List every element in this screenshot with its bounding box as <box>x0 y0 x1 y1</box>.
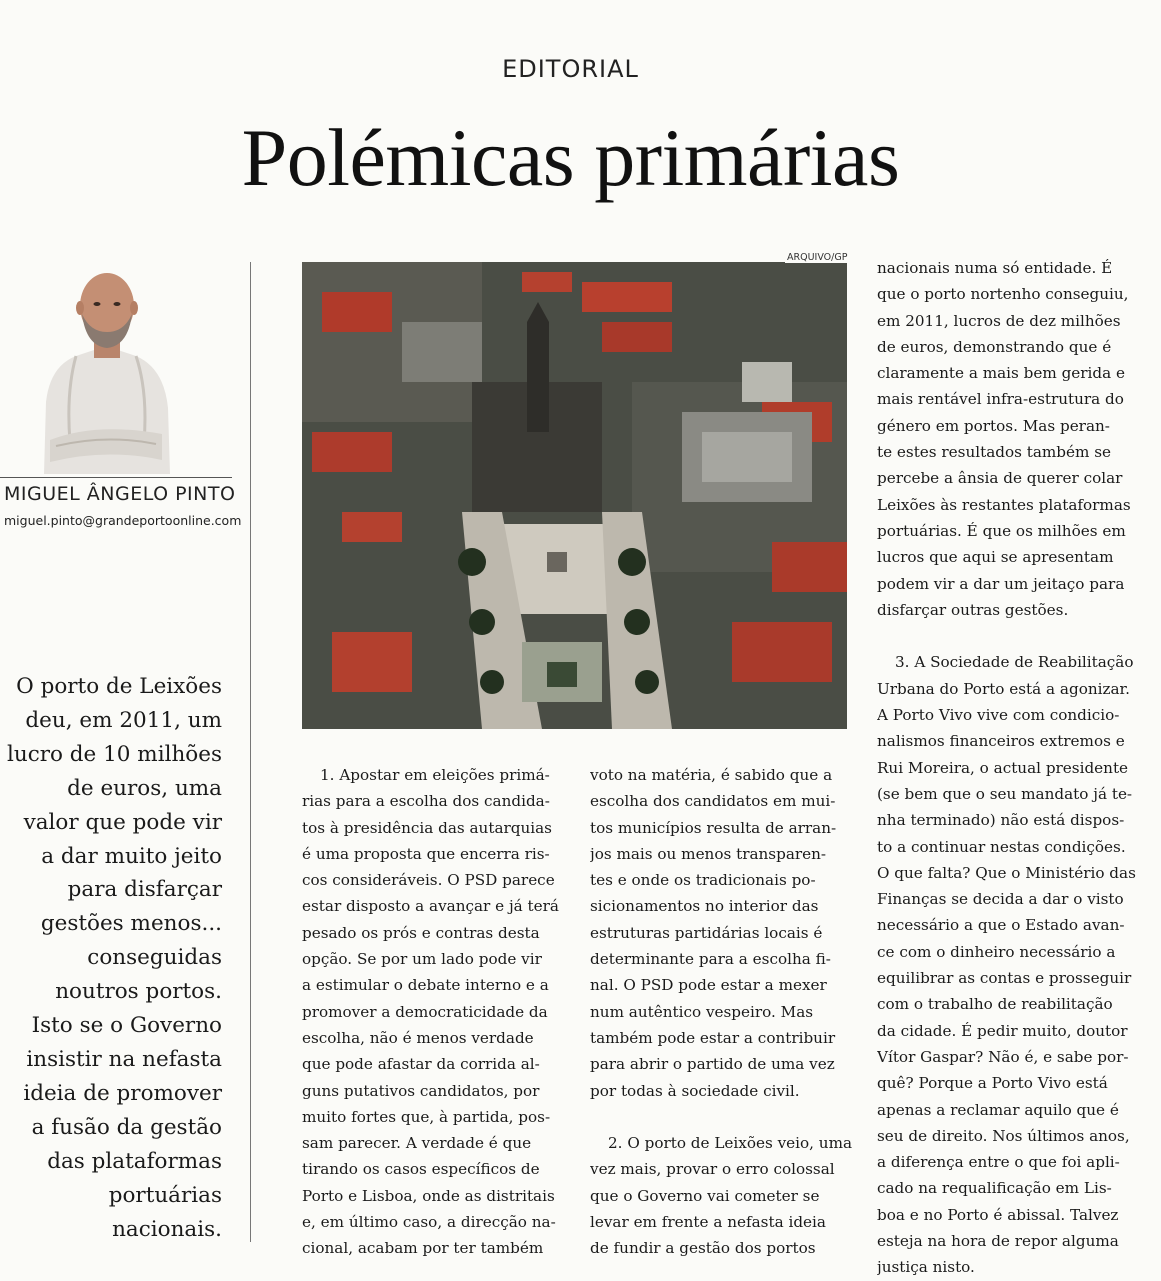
article-line: 3. A Sociedade de Reabilitação <box>895 653 1134 672</box>
pull-quote-line: conseguidas <box>87 945 222 971</box>
pull-quote-line: deu, em 2011, um <box>25 707 222 733</box>
article-line: género em portos. Mas peran- <box>877 416 1110 435</box>
article-line: num autêntico vespeiro. Mas <box>590 1002 814 1021</box>
article-line: tirando os casos específicos de <box>302 1160 540 1179</box>
pull-quote-line: de euros, uma <box>67 775 222 801</box>
article-line: sam parecer. A verdade é que <box>302 1134 532 1153</box>
article-line: determinante para a escolha fi- <box>590 950 831 969</box>
pull-quote-line: noutros portos. <box>55 979 222 1005</box>
article-line: tes e onde os tradicionais po- <box>590 871 816 890</box>
section-label: EDITORIAL <box>502 55 639 83</box>
author-divider <box>0 477 232 478</box>
article-line: portuárias. É que os milhões em <box>877 521 1126 540</box>
article-line: é uma proposta que encerra ris- <box>302 844 550 863</box>
article-line: vez mais, provar o erro colossal <box>590 1160 835 1179</box>
article-line: para abrir o partido de uma vez <box>590 1055 835 1074</box>
article-line: disfarçar outras gestões. <box>877 600 1069 619</box>
photo-credit: ARQUIVO/GP <box>787 252 848 263</box>
article-line: em 2011, lucros de dez milhões <box>877 311 1121 330</box>
article-line: Leixões às restantes plataformas <box>877 495 1131 514</box>
article-line: que o porto nortenho conseguiu, <box>877 285 1129 304</box>
article-line: tos à presidência das autarquias <box>302 818 552 837</box>
article-line: levar em frente a nefasta ideia <box>590 1213 826 1232</box>
article-column-1 <box>302 762 564 1262</box>
article-line: escolha dos candidatos em mui- <box>590 792 836 811</box>
article-line: muito fortes que, à partida, pos- <box>302 1107 551 1126</box>
article-line: cional, acabam por ter também <box>302 1239 544 1258</box>
article-line: Rui Moreira, o actual presidente <box>877 758 1129 777</box>
column-divider <box>250 262 251 1242</box>
article-line: to a continuar nestas condições. <box>877 837 1126 856</box>
aerial-city-photo <box>302 262 847 729</box>
article-line: apenas a reclamar aquilo que é <box>877 1100 1119 1119</box>
article-line: por todas à sociedade civil. <box>590 1081 800 1100</box>
article-line: Urbana do Porto está a agonizar. <box>877 679 1130 698</box>
article-line: esteja na hora de repor alguma <box>877 1231 1119 1250</box>
pull-quote-line: Isto se o Governo <box>31 1013 222 1039</box>
article-line: necessário a que o Estado avan- <box>877 916 1125 935</box>
pull-quote-line: gestões menos... <box>40 911 222 937</box>
pull-quote-line: O porto de Leixões <box>16 674 222 699</box>
article-line: Vítor Gaspar? Não é, e sabe por- <box>877 1047 1129 1066</box>
author-name: MIGUEL ÂNGELO PINTO <box>4 483 236 505</box>
article-line: mais rentável infra-estrutura do <box>877 390 1124 409</box>
pull-quote-line: para disfarçar <box>67 877 222 903</box>
pull-quote-line: portuárias <box>108 1182 222 1208</box>
article-line: justiça nisto. <box>877 1258 975 1277</box>
article-line: guns putativos candidatos, por <box>302 1081 540 1100</box>
article-line: estruturas partidárias locais é <box>590 923 823 942</box>
article-line: promover a democraticidade da <box>302 1002 548 1021</box>
article-line: estar disposto a avançar e já terá <box>302 897 559 916</box>
article-column-2 <box>590 762 852 1262</box>
article-line: percebe a ânsia de querer colar <box>877 469 1123 488</box>
pull-quote-line: das plataformas <box>47 1148 222 1174</box>
article-line: sicionamentos no interior das <box>590 897 819 916</box>
article-line: nacionais numa só entidade. É <box>877 259 1113 277</box>
article-line: (se bem que o seu mandato já te- <box>877 784 1133 803</box>
article-line: também pode estar a contribuir <box>590 1028 836 1047</box>
pull-quote-line: valor que pode vir <box>23 809 222 835</box>
article-line: Finanças se decida a dar o visto <box>877 890 1124 909</box>
article-line: boa e no Porto é abissal. Talvez <box>877 1205 1119 1224</box>
article-line: com o trabalho de reabilitação <box>877 995 1113 1014</box>
pull-quote-line: a fusão da gestão <box>31 1114 222 1140</box>
article-column-3 <box>877 255 1139 1281</box>
article-line: ce com o dinheiro necessário a <box>877 942 1116 961</box>
pull-quote-line: insistir na nefasta <box>26 1046 222 1072</box>
article-line: cado na requalificação em Lis- <box>877 1179 1112 1198</box>
article-line: claramente a mais bem gerida e <box>877 364 1125 383</box>
article-line: equilibrar as contas e prosseguir <box>877 969 1132 988</box>
article-line: quê? Porque a Porto Vivo está <box>877 1074 1108 1093</box>
article-line: escolha, não é menos verdade <box>302 1028 534 1047</box>
article-line: opção. Se por um lado pode vir <box>302 950 542 969</box>
article-line: tos municípios resulta de arran- <box>590 818 837 837</box>
article-line: O que falta? Que o Ministério das <box>877 863 1136 882</box>
article-line: lucros que aqui se apresentam <box>877 548 1114 567</box>
article-line: a estimular o debate interno e a <box>302 976 549 995</box>
article-line: A Porto Vivo vive com condicio- <box>877 706 1120 725</box>
article-line: de fundir a gestão dos portos <box>590 1239 816 1258</box>
article-line: rias para a escolha dos candida- <box>302 792 550 811</box>
pull-quote-line: ideia de promover <box>23 1080 222 1106</box>
article-line: da cidade. É pedir muito, doutor <box>877 1021 1128 1040</box>
article-line <box>590 1104 852 1130</box>
article-line: te estes resultados também se <box>877 443 1112 462</box>
article-line: nha terminado) não está dispos- <box>877 811 1125 830</box>
author-email: miguel.pinto@grandeportoonline.com <box>4 513 242 528</box>
author-photo <box>36 262 176 474</box>
pull-quote-line: nacionais. <box>112 1216 222 1242</box>
article-line: pesado os prós e contras desta <box>302 923 540 942</box>
article-line: 2. O porto de Leixões veio, uma <box>608 1134 852 1153</box>
article-line: de euros, demonstrando que é <box>877 337 1112 356</box>
article-line: podem vir a dar um jeitaço para <box>877 574 1125 593</box>
article-line: e, em último caso, a direcção na- <box>302 1213 556 1232</box>
article-line: nal. O PSD pode estar a mexer <box>590 976 827 995</box>
headline: Polémicas primárias <box>241 112 900 203</box>
article-line: que pode afastar da corrida al- <box>302 1055 540 1074</box>
article-line: nalismos financeiros extremos e <box>877 732 1125 751</box>
article-line: que o Governo vai cometer se <box>590 1186 820 1205</box>
article-line: cos consideráveis. O PSD parece <box>302 871 555 890</box>
pull-quote-line: lucro de 10 milhões <box>6 741 222 767</box>
pull-quote <box>0 670 222 1246</box>
article-line: seu de direito. Nos últimos anos, <box>877 1126 1130 1145</box>
article-line: 1. Apostar em eleições primá- <box>320 766 550 784</box>
article-line <box>877 623 1139 649</box>
article-line: Porto e Lisboa, onde as distritais <box>302 1186 555 1205</box>
pull-quote-line: a dar muito jeito <box>41 843 222 869</box>
article-line: jos mais ou menos transparen- <box>590 844 827 863</box>
article-line: voto na matéria, é sabido que a <box>590 766 833 784</box>
article-line: a diferença entre o que foi apli- <box>877 1153 1120 1172</box>
